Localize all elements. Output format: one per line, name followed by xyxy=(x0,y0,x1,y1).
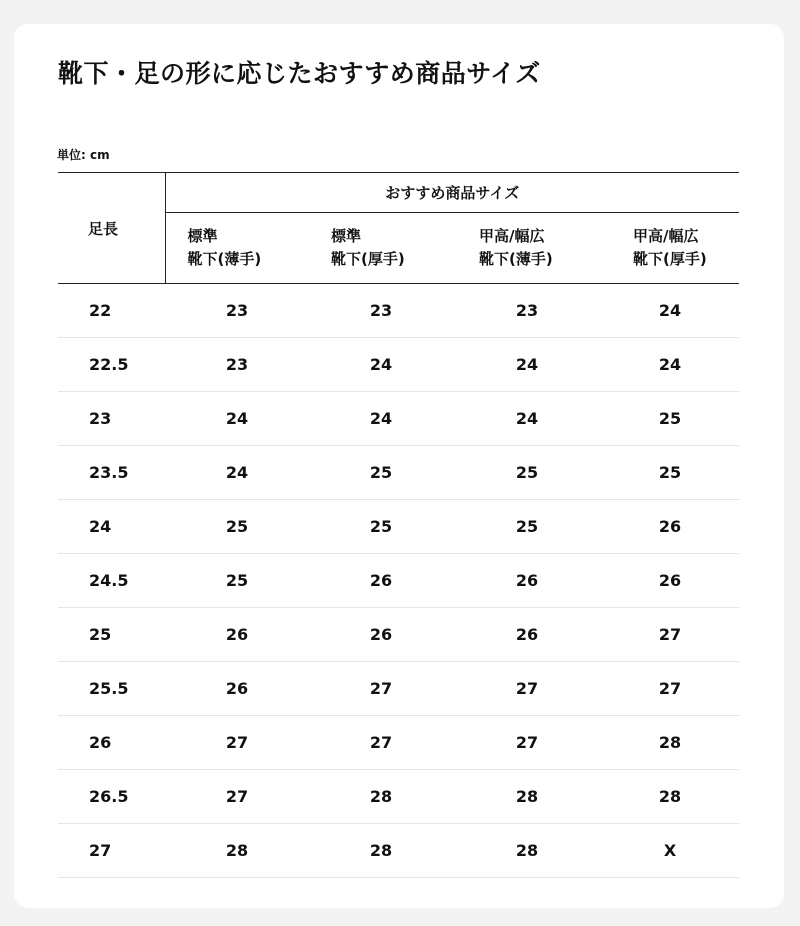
size-cell: 26 xyxy=(309,608,453,662)
size-cell: 25 xyxy=(601,392,739,446)
size-cell: 26 xyxy=(601,500,739,554)
header-line: 靴下(厚手) xyxy=(331,250,405,268)
size-cell: 28 xyxy=(165,824,309,878)
size-cell: 25 xyxy=(309,446,453,500)
size-cell: 24 xyxy=(601,284,739,338)
size-cell: 28 xyxy=(309,770,453,824)
table-row xyxy=(58,392,739,446)
size-cell: 27 xyxy=(309,716,453,770)
table-row xyxy=(58,824,739,878)
foot-length-cell: 26 xyxy=(58,716,165,770)
header-wide-thick xyxy=(601,213,739,284)
size-cell: 24 xyxy=(453,338,601,392)
size-cell: 26 xyxy=(601,554,739,608)
header-line: 靴下(薄手) xyxy=(187,250,262,268)
header-standard-thick xyxy=(309,213,453,284)
table-row xyxy=(58,284,739,338)
foot-length-cell: 22.5 xyxy=(58,338,165,392)
foot-length-cell: 27 xyxy=(58,824,165,878)
size-cell: 26 xyxy=(165,608,309,662)
foot-length-cell: 25 xyxy=(58,608,165,662)
size-cell: 25 xyxy=(165,554,309,608)
size-chart-card xyxy=(14,24,784,908)
page-title: 靴下・足の形に応じたおすすめ商品サイズ xyxy=(58,59,541,88)
foot-length-cell: 24.5 xyxy=(58,554,165,608)
table-row xyxy=(58,662,739,716)
header-line: 靴下(厚手) xyxy=(633,250,707,268)
header-line: 標準 xyxy=(187,227,218,245)
size-cell: 28 xyxy=(601,770,739,824)
size-cell: 27 xyxy=(309,662,453,716)
header-line: 甲高/幅広 xyxy=(633,227,699,245)
foot-length-cell: 23 xyxy=(58,392,165,446)
header-line: 標準 xyxy=(331,227,362,245)
size-cell: 28 xyxy=(601,716,739,770)
size-table xyxy=(58,172,739,878)
size-cell: 24 xyxy=(309,338,453,392)
size-cell: 26 xyxy=(453,554,601,608)
table-row xyxy=(58,338,739,392)
header-standard-thin xyxy=(165,213,309,284)
header-line: 甲高/幅広 xyxy=(479,227,545,245)
size-cell: 25 xyxy=(165,500,309,554)
size-cell: 24 xyxy=(453,392,601,446)
size-cell: 27 xyxy=(601,662,739,716)
size-cell: 24 xyxy=(165,446,309,500)
table-row xyxy=(58,770,739,824)
foot-length-cell: 24 xyxy=(58,500,165,554)
size-cell: 23 xyxy=(309,284,453,338)
size-cell: 23 xyxy=(453,284,601,338)
size-cell: X xyxy=(601,824,739,878)
foot-length-cell: 26.5 xyxy=(58,770,165,824)
table-row xyxy=(58,716,739,770)
size-cell: 25 xyxy=(601,446,739,500)
size-cell: 25 xyxy=(453,446,601,500)
size-cell: 28 xyxy=(453,824,601,878)
size-cell: 24 xyxy=(601,338,739,392)
size-cell: 27 xyxy=(601,608,739,662)
foot-length-cell: 23.5 xyxy=(58,446,165,500)
size-cell: 28 xyxy=(309,824,453,878)
size-cell: 27 xyxy=(165,770,309,824)
size-cell: 27 xyxy=(165,716,309,770)
size-cell: 24 xyxy=(309,392,453,446)
size-cell: 23 xyxy=(165,284,309,338)
size-cell: 25 xyxy=(453,500,601,554)
unit-label: 単位: cm xyxy=(57,148,110,162)
table-row xyxy=(58,608,739,662)
header-wide-thin xyxy=(453,213,601,284)
size-cell: 26 xyxy=(165,662,309,716)
foot-length-cell: 22 xyxy=(58,284,165,338)
size-cell: 27 xyxy=(453,662,601,716)
table-row xyxy=(58,446,739,500)
header-line: 靴下(薄手) xyxy=(479,250,553,268)
size-cell: 25 xyxy=(309,500,453,554)
size-cell: 26 xyxy=(453,608,601,662)
table-row xyxy=(58,554,739,608)
size-cell: 24 xyxy=(165,392,309,446)
recommended-size-header: おすすめ商品サイズ xyxy=(165,173,739,213)
foot-length-cell: 25.5 xyxy=(58,662,165,716)
size-cell: 27 xyxy=(453,716,601,770)
foot-length-header: 足長 xyxy=(58,173,165,284)
size-cell: 28 xyxy=(453,770,601,824)
size-cell: 26 xyxy=(309,554,453,608)
size-cell: 23 xyxy=(165,338,309,392)
table-row xyxy=(58,500,739,554)
